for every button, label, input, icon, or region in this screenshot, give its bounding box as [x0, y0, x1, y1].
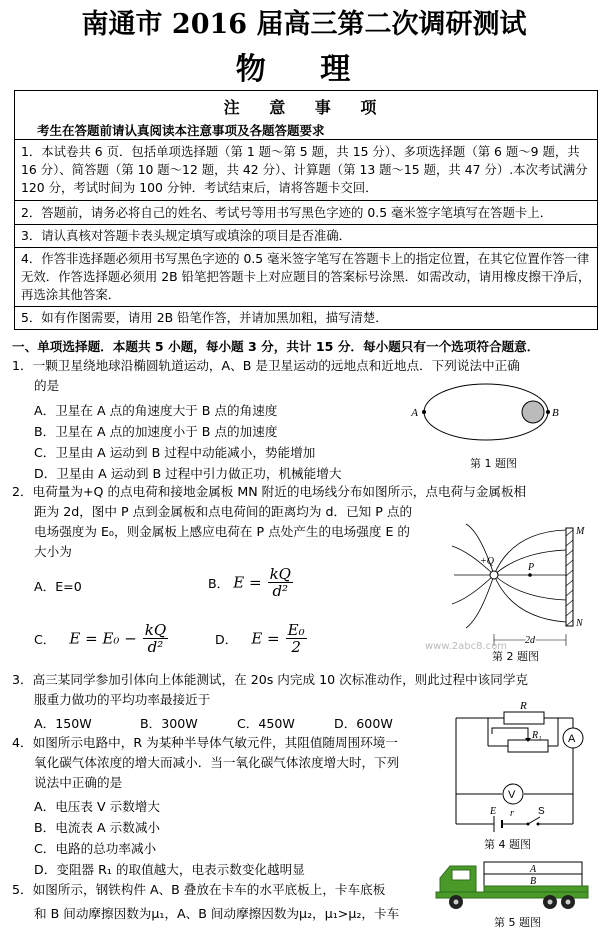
notice-divider: [15, 306, 597, 307]
section-heading: 一、单项选择题．本题共 5 小题，每小题 3 分，共计 15 分．每小题只有一个选项符合题意．: [12, 339, 540, 354]
q2-stem-line4: 大小为: [34, 544, 72, 559]
q3-stem-line2: 服重力做功的平均功率最接近于: [34, 692, 211, 707]
cab-window: [452, 870, 470, 880]
q2-option-d-fraction: [286, 622, 307, 655]
q4-stem-line3: 说法中正确的是: [34, 775, 123, 790]
label-q: +Q: [480, 556, 494, 567]
q2-option-c-den: d²: [147, 638, 164, 656]
q4-option-a: A．电压表 V 示数增大: [34, 799, 160, 814]
q4-stem-line2: 氧化碳气体浓度的增大而减小．当一氧化碳气体浓度增大时，下列: [34, 755, 400, 770]
notice-divider: [15, 200, 597, 201]
label-ammeter: A: [568, 733, 576, 745]
point-a: [422, 410, 426, 414]
resistor-r: [504, 712, 544, 724]
q3-option-a: A．150W: [34, 716, 92, 731]
q2-option-d-num: E₀: [287, 621, 305, 639]
q2-caption: 第 2 题图: [492, 650, 539, 663]
q2-option-c-lhs: E = E₀ −: [69, 629, 137, 648]
label-r-internal: r: [510, 808, 514, 819]
label-voltmeter: V: [508, 789, 516, 801]
q3-option-d: D．600W: [334, 716, 393, 731]
notice-item-4: 4．作答非选择题必须用书写黑色字迹的 0.5 毫米签字笔写在答题卡上的指定位置，在其它位置作答一律无效．作答选择题必须用 2B 铅笔把答题卡上对应题目的答案标号涂黑．如需改动，请用橡皮擦干净后，再选涂其他答案．: [21, 251, 591, 302]
q1-option-b: B．卫星在 A 点的加速度小于 B 点的加速度: [34, 424, 278, 439]
q3-option-c: C．450W: [237, 716, 295, 731]
label-p: P: [528, 562, 535, 573]
point-charge: [490, 571, 498, 579]
label-2d: 2d: [525, 635, 535, 646]
q3-option-b: B．300W: [140, 716, 198, 731]
q2-option-b-fraction: [268, 566, 293, 599]
notice-divider: [15, 139, 597, 140]
label-n: N: [576, 618, 583, 629]
q2-stem-line3: 电场强度为 E₀，则金属板上感应电荷在 P 点处产生的电场强度 E 的: [34, 524, 411, 539]
watermark: www.2abc8.com: [425, 641, 508, 652]
q2-option-c-label: C．: [34, 632, 56, 647]
notice-divider: [15, 224, 597, 225]
q4-stem-line1: 4．如图所示电路中，R 为某种半导体气敏元件，其阻值随周围环境一: [12, 735, 398, 750]
q2-option-d-label: D．: [215, 632, 238, 647]
circuit-figure: [448, 698, 598, 840]
q1-option-d: D．卫星由 A 运动到 B 过程中引力做正功，机械能增大: [34, 466, 342, 481]
q1-stem-line2: 的是: [34, 378, 60, 393]
q4-option-c: C．电路的总功率减小: [34, 841, 157, 856]
q2-option-b-lhs: E =: [233, 573, 262, 592]
q2-option-c-fraction: [143, 622, 168, 655]
q2-stem-line2: 距为 2d，图中 P 点到金属板和点电荷间的距离均为 d．已知 P 点的: [34, 504, 413, 519]
q2-option-b: [208, 566, 295, 599]
label-s: S: [538, 806, 545, 817]
circuit-wires: [456, 718, 573, 824]
switch-pivot: [527, 823, 530, 826]
label-a: A: [411, 407, 418, 419]
point-p: [528, 573, 532, 577]
q2-stem-line1: 2．电荷量为+Q 的点电荷和接地金属板 MN 附近的电场线分布如图所示，点电荷与金属板相: [12, 484, 527, 499]
exam-title: 南通市 2016 届高三第二次调研测试: [81, 9, 527, 40]
q1-option-a: A．卫星在 A 点的角速度大于 B 点的角速度: [34, 403, 278, 418]
notice-box: [14, 90, 598, 330]
notice-divider: [15, 247, 597, 248]
q2-option-c: [34, 622, 170, 655]
notice-subheading: 考生在答题前请认真阅读本注意事项及各题答题要求: [37, 123, 325, 138]
notice-item-1: 1．本试卷共 6 页．包括单项选择题（第 1 题～第 5 题，共 15 分）、多项选择题（第 6 题～9 题，共 16 分）、简答题（第 10 题～12 题，共 42 分）、计算题（第 13 题～15 题，共 47 分）.本次考试满分 120 分，考试时间为 100 分钟．考试结束后，请将答题卡交回．: [21, 144, 588, 195]
q5-stem-line2: 和 B 间动摩擦因数为μ₁，A、B 间动摩擦因数为μ₂，μ₁>μ₂，卡车: [34, 906, 400, 921]
q2-option-d: [215, 622, 309, 655]
label-e: E: [490, 806, 497, 817]
q4-option-b: B．电流表 A 示数减小: [34, 820, 161, 835]
q4-option-d: D．变阻器 R₁ 的取值越大，电表示数变化越明显: [34, 862, 305, 877]
q1-option-c: C．卫星由 A 运动到 B 过程中动能减小，势能增加: [34, 445, 316, 460]
q2-option-b-label: B．: [208, 576, 230, 591]
q2-option-b-num: kQ: [269, 565, 291, 583]
q2-option-c-num: kQ: [144, 621, 167, 639]
truck-figure: [430, 856, 600, 916]
notice-item-5: 5．如有作图需要，请用 2B 铅笔作答，并请加黑加粗，描写清楚．: [21, 310, 388, 325]
q2-option-d-lhs: E =: [251, 629, 280, 648]
q5-stem-line1: 5．如图所示，钢铁构件 A、B 叠放在卡车的水平底板上，卡车底板: [12, 882, 386, 897]
label-r1: R₁: [532, 730, 542, 741]
label-m: M: [576, 526, 585, 537]
notice-heading: 注 意 事 项: [223, 98, 389, 117]
label-block-a: A: [530, 864, 537, 875]
q3-stem-line1: 3．高三某同学参加引体向上体能测试，在 20s 内完成 10 次标准动作，则此过程中该同学克: [12, 672, 529, 687]
notice-item-3: 3．请认真核对答题卡表头规定填写或填涂的项目是否准确．: [21, 228, 352, 243]
q1-stem-line1: 1．一颗卫星绕地球沿椭圆轨道运动，A、B 是卫星运动的远地点和近地点．下列说法中正确: [12, 358, 520, 373]
point-b: [546, 410, 550, 414]
q2-option-a: A．E=0: [34, 579, 82, 594]
earth-circle: [522, 401, 544, 423]
q2-option-b-den: d²: [272, 582, 289, 600]
q1-caption: 第 1 题图: [470, 457, 517, 470]
q2-option-d-den: 2: [291, 638, 301, 656]
q4-caption: 第 4 题图: [484, 838, 531, 851]
label-b: B: [552, 407, 559, 419]
field-lines: [452, 524, 566, 628]
exam-subject: 物 理: [235, 52, 373, 87]
q5-caption: 第 5 题图: [494, 916, 541, 929]
notice-item-2: 2．答题前，请务必将自己的姓名、考试号等用书写黑色字迹的 0.5 毫米签字笔填写在答题卡上．: [21, 205, 553, 220]
label-r: R: [520, 700, 527, 712]
label-block-b: B: [530, 876, 537, 887]
switch-contact: [537, 823, 540, 826]
